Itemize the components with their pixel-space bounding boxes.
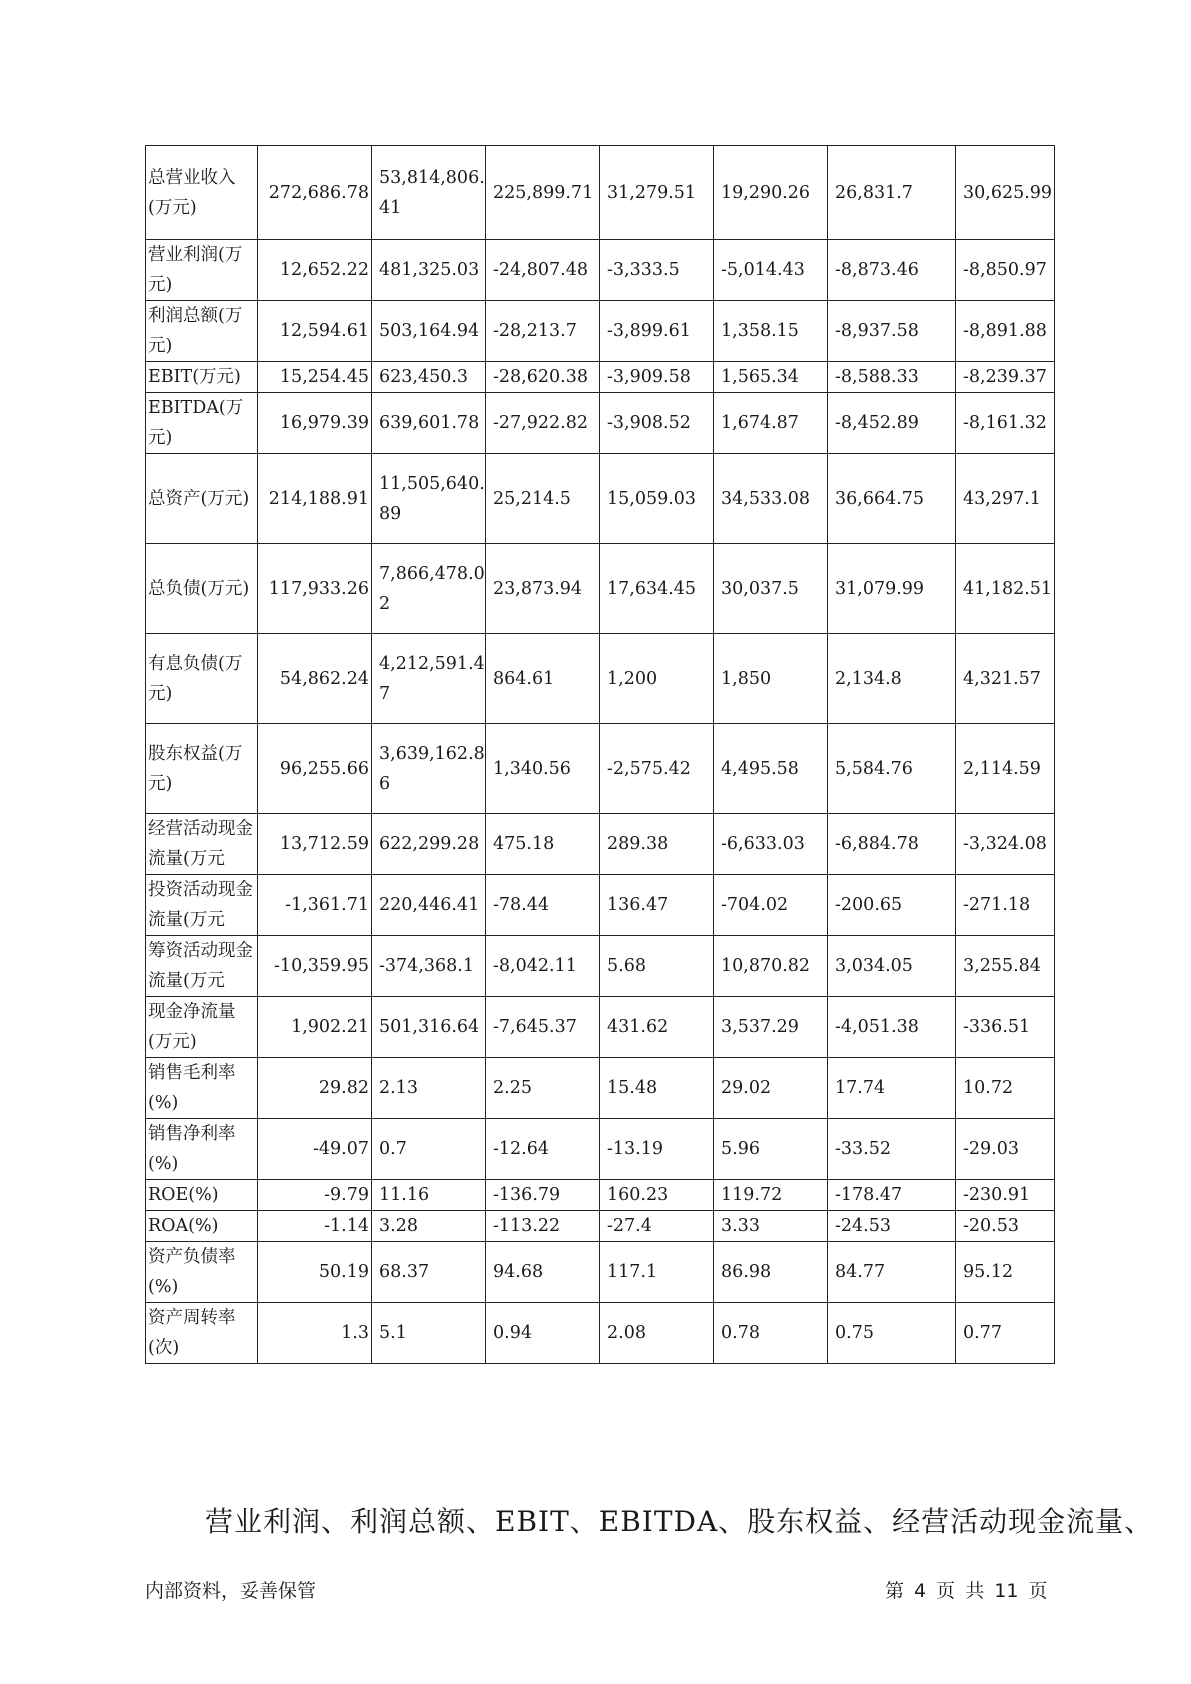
table-cell: 2.25 xyxy=(486,1058,600,1119)
table-cell: -1,361.71 xyxy=(258,875,372,936)
table-cell: 1,358.15 xyxy=(714,301,828,362)
table-cell: 19,290.26 xyxy=(714,146,828,240)
table-cell: 30,037.5 xyxy=(714,544,828,634)
table-cell: 3.33 xyxy=(714,1211,828,1242)
row-label: 投资活动现金流量(万元 xyxy=(146,875,258,936)
table-row xyxy=(146,814,1055,875)
table-cell: -271.18 xyxy=(956,875,1055,936)
table-cell: -6,633.03 xyxy=(714,814,828,875)
table-cell: 0.7 xyxy=(372,1119,486,1180)
table-cell: 5,584.76 xyxy=(828,724,956,814)
table-cell: 17,634.45 xyxy=(600,544,714,634)
table-row xyxy=(146,1119,1055,1180)
table-cell: 12,652.22 xyxy=(258,240,372,301)
table-cell: 1,565.34 xyxy=(714,362,828,393)
row-label: 经营活动现金流量(万元 xyxy=(146,814,258,875)
table-cell: 2,114.59 xyxy=(956,724,1055,814)
table-cell: -8,937.58 xyxy=(828,301,956,362)
table-cell: 68.37 xyxy=(372,1242,486,1303)
row-label: 有息负债(万元) xyxy=(146,634,258,724)
table-cell: 1,902.21 xyxy=(258,997,372,1058)
table-cell: 12,594.61 xyxy=(258,301,372,362)
table-cell: -3,324.08 xyxy=(956,814,1055,875)
table-row xyxy=(146,454,1055,544)
table-cell: 7,866,478.02 xyxy=(372,544,486,634)
table-cell: 289.38 xyxy=(600,814,714,875)
row-label: ROE(%) xyxy=(146,1180,258,1211)
table-cell: 94.68 xyxy=(486,1242,600,1303)
table-cell: -3,909.58 xyxy=(600,362,714,393)
row-label: EBIT(万元) xyxy=(146,362,258,393)
table-cell: -374,368.1 xyxy=(372,936,486,997)
row-label: EBITDA(万元) xyxy=(146,393,258,454)
table-cell: -20.53 xyxy=(956,1211,1055,1242)
table-cell: 119.72 xyxy=(714,1180,828,1211)
table-cell: 15,254.45 xyxy=(258,362,372,393)
table-cell: 31,079.99 xyxy=(828,544,956,634)
row-label: 总营业收入(万元) xyxy=(146,146,258,240)
table-cell: -200.65 xyxy=(828,875,956,936)
table-cell: 16,979.39 xyxy=(258,393,372,454)
table-cell: -1.14 xyxy=(258,1211,372,1242)
row-label: 总负债(万元) xyxy=(146,544,258,634)
table-cell: -28,620.38 xyxy=(486,362,600,393)
table-row xyxy=(146,997,1055,1058)
table-cell: -33.52 xyxy=(828,1119,956,1180)
table-cell: 1,674.87 xyxy=(714,393,828,454)
table-cell: -8,873.46 xyxy=(828,240,956,301)
table-cell: 4,495.58 xyxy=(714,724,828,814)
table-row xyxy=(146,301,1055,362)
table-cell: 220,446.41 xyxy=(372,875,486,936)
table-cell: 25,214.5 xyxy=(486,454,600,544)
table-cell: -6,884.78 xyxy=(828,814,956,875)
table-cell: -8,239.37 xyxy=(956,362,1055,393)
table-cell: -13.19 xyxy=(600,1119,714,1180)
table-cell: 117.1 xyxy=(600,1242,714,1303)
table-cell: 5.96 xyxy=(714,1119,828,1180)
table-cell: 34,533.08 xyxy=(714,454,828,544)
row-label: 营业利润(万元) xyxy=(146,240,258,301)
table-cell: 431.62 xyxy=(600,997,714,1058)
table-row xyxy=(146,1058,1055,1119)
row-label: 总资产(万元) xyxy=(146,454,258,544)
table-cell: 30,625.99 xyxy=(956,146,1055,240)
table-row xyxy=(146,875,1055,936)
table-cell: 225,899.71 xyxy=(486,146,600,240)
table-cell: 17.74 xyxy=(828,1058,956,1119)
table-cell: 1,200 xyxy=(600,634,714,724)
table-cell: -8,042.11 xyxy=(486,936,600,997)
table-cell: 26,831.7 xyxy=(828,146,956,240)
table-cell: 4,321.57 xyxy=(956,634,1055,724)
table-cell: -336.51 xyxy=(956,997,1055,1058)
table-cell: 160.23 xyxy=(600,1180,714,1211)
table-row xyxy=(146,724,1055,814)
table-cell: 3,639,162.86 xyxy=(372,724,486,814)
table-cell: -27.4 xyxy=(600,1211,714,1242)
table-cell: -4,051.38 xyxy=(828,997,956,1058)
table-row xyxy=(146,1211,1055,1242)
table-cell: -704.02 xyxy=(714,875,828,936)
table-cell: 0.77 xyxy=(956,1303,1055,1364)
table-cell: -27,922.82 xyxy=(486,393,600,454)
table-cell: 3.28 xyxy=(372,1211,486,1242)
table-cell: 1,850 xyxy=(714,634,828,724)
table-row xyxy=(146,544,1055,634)
table-cell: 0.94 xyxy=(486,1303,600,1364)
table-cell: -2,575.42 xyxy=(600,724,714,814)
table-cell: -24,807.48 xyxy=(486,240,600,301)
table-cell: 54,862.24 xyxy=(258,634,372,724)
table-cell: 11.16 xyxy=(372,1180,486,1211)
table-cell: 2,134.8 xyxy=(828,634,956,724)
table-row xyxy=(146,393,1055,454)
table-row xyxy=(146,362,1055,393)
table-cell: -24.53 xyxy=(828,1211,956,1242)
row-label: 资产周转率(次) xyxy=(146,1303,258,1364)
table-cell: 475.18 xyxy=(486,814,600,875)
table-cell: 117,933.26 xyxy=(258,544,372,634)
table-row xyxy=(146,936,1055,997)
table-cell: 3,537.29 xyxy=(714,997,828,1058)
table-cell: -3,908.52 xyxy=(600,393,714,454)
row-label: ROA(%) xyxy=(146,1211,258,1242)
table-cell: 481,325.03 xyxy=(372,240,486,301)
financial-data-table xyxy=(145,145,1055,1364)
table-cell: -8,891.88 xyxy=(956,301,1055,362)
table-row xyxy=(146,146,1055,240)
table-cell: 10.72 xyxy=(956,1058,1055,1119)
table-cell: 3,255.84 xyxy=(956,936,1055,997)
table-row xyxy=(146,240,1055,301)
table-cell: 11,505,640.89 xyxy=(372,454,486,544)
footer-page-number: 第 4 页 共 11 页 xyxy=(885,1580,1048,1602)
table-cell: 1,340.56 xyxy=(486,724,600,814)
table-cell: -29.03 xyxy=(956,1119,1055,1180)
table-cell: -3,333.5 xyxy=(600,240,714,301)
table-cell: 41,182.51 xyxy=(956,544,1055,634)
table-cell: 864.61 xyxy=(486,634,600,724)
table-cell: -8,161.32 xyxy=(956,393,1055,454)
table-cell: 2.08 xyxy=(600,1303,714,1364)
table-cell: 5.1 xyxy=(372,1303,486,1364)
table-cell: 53,814,806.41 xyxy=(372,146,486,240)
row-label: 股东权益(万元) xyxy=(146,724,258,814)
table-cell: 10,870.82 xyxy=(714,936,828,997)
table-row xyxy=(146,1180,1055,1211)
footer-confidential-note: 内部资料，妥善保管 xyxy=(145,1580,317,1602)
table-cell: -136.79 xyxy=(486,1180,600,1211)
table-cell: 0.78 xyxy=(714,1303,828,1364)
table-cell: -28,213.7 xyxy=(486,301,600,362)
body-paragraph: 营业利润、利润总额、EBIT、EBITDA、股东权益、经营活动现金流量、 xyxy=(205,1505,1154,1538)
table-row xyxy=(146,634,1055,724)
table-cell: -7,645.37 xyxy=(486,997,600,1058)
table-cell: 2.13 xyxy=(372,1058,486,1119)
table-cell: 503,164.94 xyxy=(372,301,486,362)
table-cell: -12.64 xyxy=(486,1119,600,1180)
table-cell: 623,450.3 xyxy=(372,362,486,393)
table-cell: -230.91 xyxy=(956,1180,1055,1211)
table-cell: 214,188.91 xyxy=(258,454,372,544)
table-row xyxy=(146,1242,1055,1303)
row-label: 销售毛利率(%) xyxy=(146,1058,258,1119)
table-cell: 84.77 xyxy=(828,1242,956,1303)
table-cell: 23,873.94 xyxy=(486,544,600,634)
table-cell: 15,059.03 xyxy=(600,454,714,544)
table-cell: 31,279.51 xyxy=(600,146,714,240)
table-cell: 1.3 xyxy=(258,1303,372,1364)
table-cell: 0.75 xyxy=(828,1303,956,1364)
table-cell: 29.82 xyxy=(258,1058,372,1119)
table-cell: 4,212,591.47 xyxy=(372,634,486,724)
table-cell: -8,452.89 xyxy=(828,393,956,454)
row-label: 现金净流量(万元) xyxy=(146,997,258,1058)
table-cell: -49.07 xyxy=(258,1119,372,1180)
table-cell: 15.48 xyxy=(600,1058,714,1119)
table-cell: 272,686.78 xyxy=(258,146,372,240)
table-cell: 86.98 xyxy=(714,1242,828,1303)
table-cell: 43,297.1 xyxy=(956,454,1055,544)
table-cell: -8,850.97 xyxy=(956,240,1055,301)
table-cell: 96,255.66 xyxy=(258,724,372,814)
table-cell: 13,712.59 xyxy=(258,814,372,875)
table-cell: 29.02 xyxy=(714,1058,828,1119)
table-cell: -5,014.43 xyxy=(714,240,828,301)
row-label: 资产负债率(%) xyxy=(146,1242,258,1303)
table-row xyxy=(146,1303,1055,1364)
table-cell: -78.44 xyxy=(486,875,600,936)
table-cell: -8,588.33 xyxy=(828,362,956,393)
table-cell: -9.79 xyxy=(258,1180,372,1211)
row-label: 利润总额(万元) xyxy=(146,301,258,362)
table-cell: 639,601.78 xyxy=(372,393,486,454)
row-label: 销售净利率(%) xyxy=(146,1119,258,1180)
table-cell: 5.68 xyxy=(600,936,714,997)
table-cell: 622,299.28 xyxy=(372,814,486,875)
table-cell: 501,316.64 xyxy=(372,997,486,1058)
table-cell: 136.47 xyxy=(600,875,714,936)
table-cell: -10,359.95 xyxy=(258,936,372,997)
table-cell: -3,899.61 xyxy=(600,301,714,362)
table-cell: 36,664.75 xyxy=(828,454,956,544)
table-cell: 50.19 xyxy=(258,1242,372,1303)
table-cell: -113.22 xyxy=(486,1211,600,1242)
table-cell: 95.12 xyxy=(956,1242,1055,1303)
table-cell: 3,034.05 xyxy=(828,936,956,997)
table-cell: -178.47 xyxy=(828,1180,956,1211)
row-label: 筹资活动现金流量(万元 xyxy=(146,936,258,997)
